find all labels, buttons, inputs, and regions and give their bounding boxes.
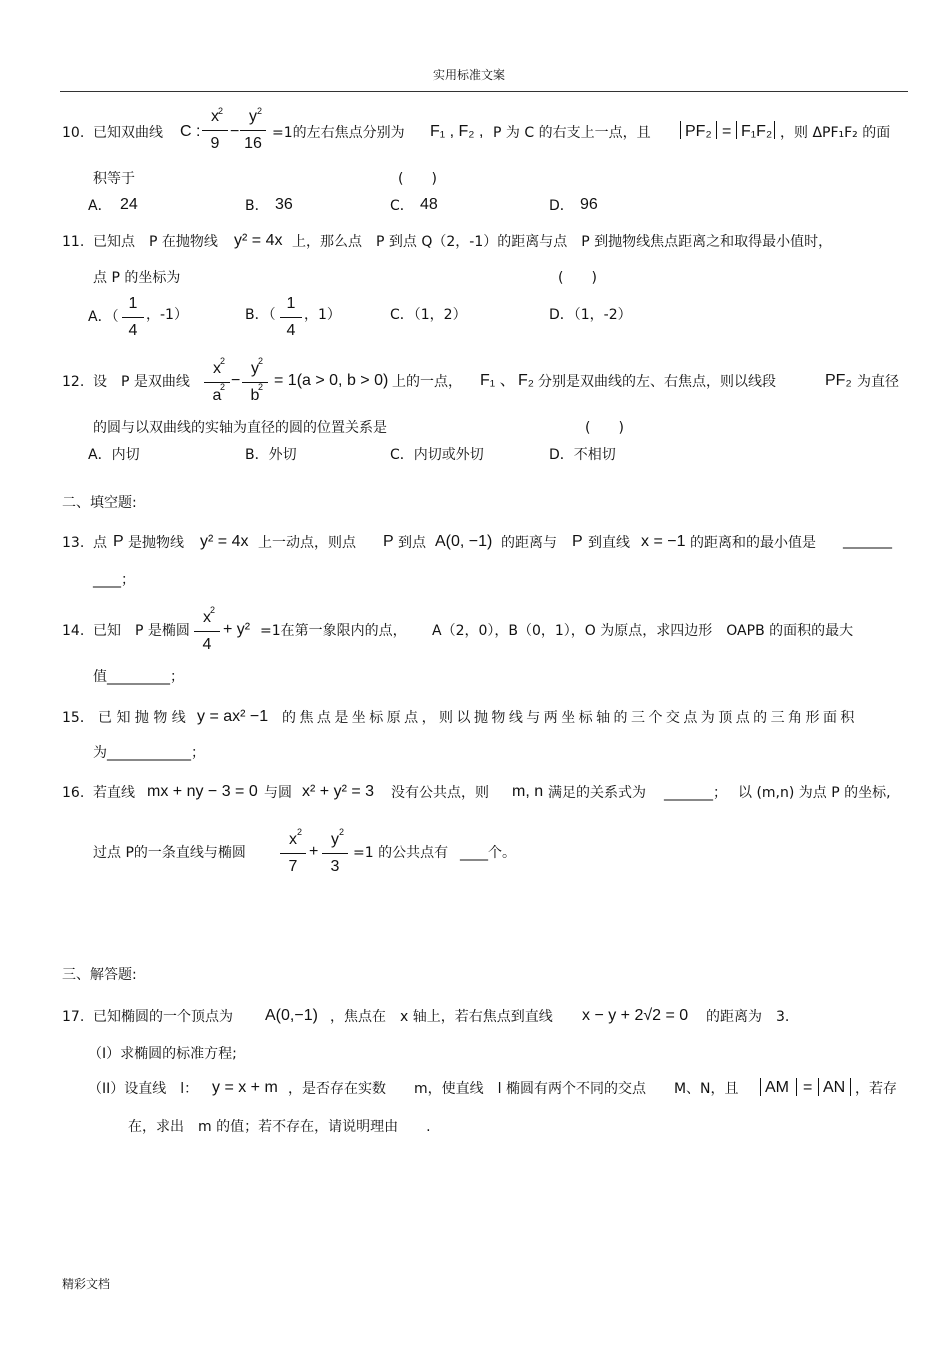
q16-text: 没有公共点，则: [391, 785, 489, 801]
q13-text: 上一动点，则点: [258, 535, 356, 551]
answer-blank: _______: [843, 533, 892, 549]
option-c: C．: [390, 198, 414, 214]
q13-math: A(0, −1): [435, 533, 493, 550]
q13-math: P: [113, 533, 124, 550]
q12-text: 分别是双曲线的左、右焦点，则以线段: [538, 374, 776, 390]
answer-paren: ( ): [558, 270, 597, 286]
q17-math: x − y + 2√2 = 0: [582, 1007, 689, 1024]
option-b: B．外切: [245, 447, 297, 463]
question-number: 11.: [62, 234, 85, 250]
option-d: D．（1，-2）: [549, 307, 632, 323]
q17-math: AM: [765, 1079, 789, 1096]
q16-math: m, n: [512, 783, 544, 800]
question-number: 16.: [62, 785, 85, 801]
q10-text: 已知双曲线: [93, 125, 163, 141]
q12-math: PF₂: [825, 372, 852, 389]
q14-text: A（2，0），B（0，1），O 为原点，求四边形 OAPB 的面积的最大: [432, 623, 854, 639]
q12-math: F₁ 、: [480, 372, 516, 389]
q17-math: AN: [823, 1079, 846, 1096]
q13-text: 到直线: [588, 535, 630, 551]
abs-bar: [680, 121, 681, 139]
q17-text: 的距离为 3.: [706, 1009, 790, 1025]
option-c: C．（1，2）: [390, 307, 467, 323]
q17-text: 已知椭圆的一个顶点为: [93, 1009, 233, 1025]
q17-math: =: [803, 1079, 813, 1096]
q13-text: 点: [93, 535, 107, 551]
option-b-rest: ，1）: [304, 307, 341, 323]
q10-math: −: [230, 123, 240, 140]
question-number: 12.: [62, 374, 85, 390]
superscript: 2: [257, 106, 263, 116]
q16-text: 以 (m,n) 为点 P 的坐标,: [738, 785, 891, 801]
q11-text: 点 P 的坐标为: [93, 270, 181, 286]
question-number: 14.: [62, 623, 85, 639]
abs-bar: [736, 121, 737, 139]
option-a: A．: [88, 198, 112, 214]
q17-text: ，焦点在 x 轴上，若右焦点到直线: [330, 1009, 553, 1025]
q13-text: 的距离和的最小值是: [690, 535, 816, 551]
option-c-value: 48: [420, 196, 438, 213]
answer-blank: ____个。: [460, 845, 516, 861]
q17-text: 在，求出 m 的值；若不存在，请说明理由 .: [128, 1119, 431, 1135]
q16-text: 满足的关系式为: [548, 785, 646, 801]
answer-blank: ____；: [93, 572, 135, 588]
header-rule: [60, 91, 908, 92]
q10-math: PF₂: [685, 123, 712, 140]
superscript: 2: [297, 827, 303, 837]
q10-math: F₁ , F₂ ,: [430, 123, 484, 140]
q13-text: 到点: [398, 535, 426, 551]
q17-text: ，是否存在实数 m，使直线 l 椭圆有两个不同的交点 M、N，且: [288, 1081, 739, 1097]
option-a-value: 24: [120, 196, 138, 213]
q13-math: P: [572, 533, 583, 550]
q16-text: 过点 P的一条直线与椭圆: [93, 845, 246, 861]
answer-paren: ( ): [585, 420, 624, 436]
q16-text: 若直线: [93, 785, 135, 801]
option-b-value: 36: [275, 196, 293, 213]
page-footer: 精彩文档: [62, 1277, 111, 1291]
q14-text: 值_________；: [93, 669, 184, 685]
superscript: 2: [218, 106, 224, 116]
q12-math: F₂: [518, 372, 534, 389]
option-d: D．不相切: [549, 447, 616, 463]
q14-math: + y²: [223, 621, 251, 638]
q16-math: mx + ny − 3 = 0: [147, 783, 258, 800]
q12-text: 的圆与以双曲线的实轴为直径的圆的位置关系是: [93, 420, 387, 436]
answer-paren: ( ): [398, 171, 437, 187]
q14-text: 已知 P 是椭圆: [93, 623, 190, 639]
q13-text: 的距离与: [501, 535, 557, 551]
superscript: 2: [258, 356, 264, 366]
q12-math: = 1(a > 0, b > 0): [274, 372, 389, 389]
q15-text: 为____________；: [93, 745, 205, 761]
q13-text: 是抛物线: [128, 535, 184, 551]
q16-text: =1 的公共点有: [353, 845, 449, 861]
abs-bar: [716, 121, 717, 139]
q17-part-2: （II）设直线 l：: [88, 1081, 199, 1097]
question-number: 15．: [62, 710, 94, 726]
q14-text: =1在第一象限内的点，: [260, 623, 407, 639]
q10-math: F₁F₂: [741, 123, 773, 140]
q12-text: 设 P 是双曲线: [93, 374, 190, 390]
q12-math: −: [231, 372, 241, 389]
q11-text: 上，那么点 P 到点 Q（2，-1）的距离与点 P 到抛物线焦点距离之和取得最小值时，: [292, 234, 833, 250]
q12-text: 为直径: [857, 374, 899, 390]
q17-math: y = x + m: [212, 1079, 278, 1096]
q16-math: x² + y² = 3: [302, 783, 375, 800]
option-c: C．内切或外切: [390, 447, 484, 463]
q10-text: =1的左右焦点分别为: [272, 125, 405, 141]
abs-bar: [796, 1078, 797, 1096]
option-a-rest: ，-1）: [146, 307, 188, 323]
abs-bar: [850, 1078, 851, 1096]
q10-text: 积等于: [93, 171, 135, 187]
q13-math: y² = 4x: [200, 533, 249, 550]
abs-bar: [774, 121, 775, 139]
abs-bar: [760, 1078, 761, 1096]
question-number: 10.: [62, 125, 85, 141]
q17-text: ，若存: [855, 1081, 897, 1097]
option-a: A．（: [88, 309, 119, 325]
q10-text: ，则 ΔPF₁F₂ 的面: [780, 125, 891, 141]
q17-part-1: （I）求椭圆的标准方程;: [88, 1046, 237, 1062]
superscript: 2: [210, 605, 216, 615]
answer-blank: _______；: [664, 785, 727, 801]
q13-math: P: [383, 533, 394, 550]
q16-text: 与圆: [264, 785, 292, 801]
q12-text: 上的一点，: [392, 374, 462, 390]
q15-math: y = ax² −1: [197, 708, 269, 725]
q10-math: C :: [180, 123, 201, 140]
q15-text: 的 焦 点 是 坐 标 原 点 ， 则 以 抛 物 线 与 两 坐 标 轴 的 三 个 交 点 为 顶 点 的 三 角 形 面 积: [282, 710, 854, 726]
superscript: 2: [339, 827, 345, 837]
question-number: 17.: [62, 1009, 85, 1025]
superscript: 2: [258, 382, 264, 392]
option-d: D．: [549, 198, 574, 214]
option-b: B．: [245, 198, 269, 214]
q11-math: y² = 4x: [234, 232, 283, 249]
q17-math: A(0,−1): [265, 1007, 318, 1024]
q11-text: 已知点 P 在抛物线: [93, 234, 218, 250]
question-number: 13.: [62, 535, 85, 551]
superscript: 2: [220, 356, 226, 366]
section-title: 三、解答题:: [62, 967, 137, 983]
abs-bar: [818, 1078, 819, 1096]
q10-text: P 为 C 的右支上一点，且: [493, 125, 651, 141]
q16-math: +: [309, 843, 319, 860]
page-header: 实用标准文案: [433, 68, 506, 82]
q10-math: =: [722, 123, 732, 140]
q15-text: 已 知 抛 物 线: [98, 710, 186, 726]
q13-math: x = −1: [641, 533, 686, 550]
superscript: 2: [220, 382, 226, 392]
section-title: 二、填空题:: [62, 495, 137, 511]
option-a: A．内切: [88, 447, 140, 463]
option-d-value: 96: [580, 196, 598, 213]
option-b: B．（: [245, 307, 276, 323]
